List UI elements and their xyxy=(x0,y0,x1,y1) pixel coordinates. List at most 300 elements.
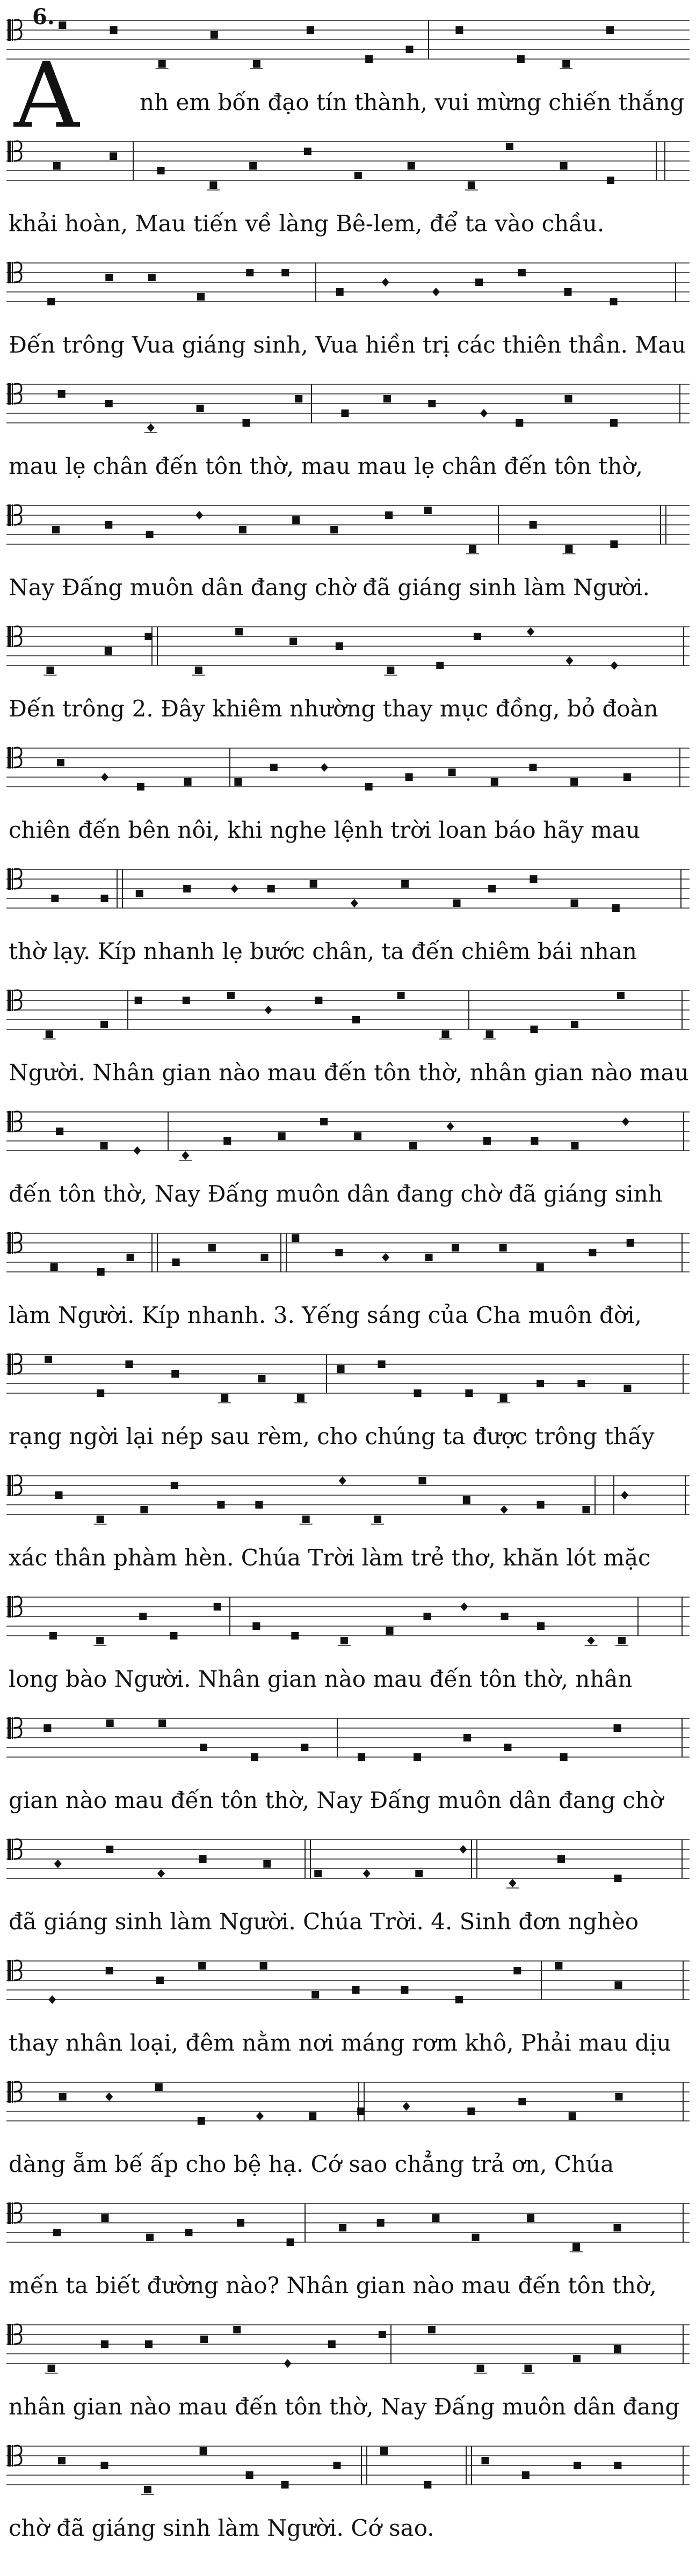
lyric-line: Đến trông 2. Đây khiêm nhường thay mục đồng, bỏ đoàn xyxy=(9,696,658,722)
staff xyxy=(4,1217,692,1287)
square-note xyxy=(527,2214,534,2222)
staff xyxy=(4,1824,692,1893)
square-note xyxy=(463,1496,470,1504)
square-note xyxy=(518,2098,526,2105)
square-note xyxy=(491,778,498,786)
square-note xyxy=(148,274,156,281)
square-note xyxy=(501,1613,509,1620)
square-note xyxy=(50,1263,58,1271)
square-note xyxy=(615,2093,622,2101)
square-note xyxy=(610,419,618,427)
square-note xyxy=(100,1021,108,1028)
square-note xyxy=(59,2093,67,2101)
square-note xyxy=(406,46,414,53)
square-note xyxy=(227,992,235,999)
diamond-note xyxy=(231,884,238,893)
square-note xyxy=(100,1142,108,1150)
square-note xyxy=(145,633,153,640)
square-note xyxy=(211,31,218,39)
diamond-note xyxy=(622,1117,629,1126)
square-note xyxy=(53,2229,61,2236)
square-note xyxy=(365,55,373,63)
square-note xyxy=(468,181,475,189)
square-note xyxy=(136,890,143,897)
square-note xyxy=(330,526,338,533)
square-note xyxy=(513,1967,521,1974)
diamond-note xyxy=(284,2359,292,2368)
square-note xyxy=(281,2481,289,2489)
square-note xyxy=(105,400,113,407)
diamond-note xyxy=(147,423,155,432)
square-note xyxy=(569,2112,576,2120)
square-note xyxy=(310,880,317,888)
square-note xyxy=(530,521,537,529)
square-note xyxy=(289,638,297,645)
square-note xyxy=(612,904,620,912)
lyric-line: nh em bốn đạo tín thành, vui mừng chiến thắng xyxy=(140,89,685,115)
square-note xyxy=(197,293,205,301)
square-note xyxy=(101,2340,108,2348)
square-note xyxy=(333,2462,340,2469)
c-clef-icon xyxy=(8,1596,21,1618)
square-note xyxy=(536,1380,544,1387)
square-note xyxy=(409,1142,417,1150)
staff xyxy=(4,1096,692,1166)
diamond-note xyxy=(351,899,358,908)
square-note xyxy=(483,1137,491,1145)
diamond-note xyxy=(134,1146,141,1155)
square-note xyxy=(387,667,394,674)
square-note xyxy=(217,1501,224,1509)
square-note xyxy=(260,1962,267,1970)
drop-cap: A xyxy=(14,43,79,148)
c-clef-icon xyxy=(8,1353,21,1375)
square-note xyxy=(53,162,61,170)
square-note xyxy=(499,1244,507,1252)
square-note xyxy=(337,1365,345,1373)
square-note xyxy=(255,1501,263,1509)
square-note xyxy=(531,1137,538,1145)
diamond-note xyxy=(566,656,573,665)
square-note xyxy=(267,885,275,892)
lyric-line: làm Người. Kíp nhanh. 3. Yếng sáng của Cha muôn đời, xyxy=(9,1302,642,1328)
square-note xyxy=(263,1860,271,1868)
square-note xyxy=(291,1632,299,1640)
diamond-note xyxy=(480,409,488,418)
square-note xyxy=(139,1613,147,1620)
staff xyxy=(4,853,692,923)
c-clef-icon xyxy=(8,1960,21,1981)
lyric-line: mến ta biết đường nào? Nhân gian nào mau đến tôn thờ, xyxy=(9,2272,657,2299)
diamond-note xyxy=(501,1505,508,1514)
square-note xyxy=(158,60,166,68)
square-note xyxy=(56,1128,63,1135)
staff xyxy=(4,1581,692,1651)
diamond-note xyxy=(363,1869,371,1878)
square-note xyxy=(428,400,436,407)
staff xyxy=(4,1338,692,1408)
square-note xyxy=(311,1991,319,1999)
square-note xyxy=(199,1855,207,1863)
lyric-line: long bào Người. Nhân gian nào mau đến tôn thờ, nhân xyxy=(9,1666,633,1692)
square-note xyxy=(252,1622,260,1630)
square-note xyxy=(378,1360,386,1368)
staff xyxy=(4,2066,692,2136)
square-note xyxy=(47,298,55,305)
square-note xyxy=(341,409,349,417)
staff xyxy=(4,4,692,74)
square-note xyxy=(302,1516,310,1523)
square-note xyxy=(614,2345,621,2353)
square-note xyxy=(137,783,144,791)
diamond-note xyxy=(105,2092,113,2101)
square-note xyxy=(424,507,432,514)
square-note xyxy=(606,26,614,34)
c-clef-icon xyxy=(8,1717,21,1739)
square-note xyxy=(463,1734,471,1741)
square-note xyxy=(110,152,117,160)
square-note xyxy=(328,2340,336,2348)
lyric-line: chiên đến bên nôi, khi nghe lệnh trời loan báo hãy mau xyxy=(9,817,641,843)
square-note xyxy=(185,2229,192,2236)
square-note xyxy=(441,1030,449,1038)
square-note xyxy=(307,26,314,34)
square-note xyxy=(157,167,165,174)
square-note xyxy=(292,1234,299,1242)
square-note xyxy=(610,298,618,305)
square-note xyxy=(571,899,578,907)
staff xyxy=(4,126,692,195)
square-note xyxy=(469,545,476,553)
lyric-line: mau lẹ chân đến tôn thờ, mau mau lẹ chân đến tôn thờ, xyxy=(9,453,643,479)
square-note xyxy=(145,2340,153,2348)
square-note xyxy=(340,1637,348,1644)
c-clef-icon xyxy=(8,990,21,1011)
square-note xyxy=(234,778,242,786)
diamond-note xyxy=(256,2112,264,2120)
square-note xyxy=(110,26,118,34)
square-note xyxy=(614,2462,621,2469)
square-note xyxy=(106,1719,114,1727)
square-note xyxy=(401,1986,408,1994)
square-note xyxy=(475,279,483,286)
square-note xyxy=(171,1482,178,1489)
square-note xyxy=(352,1986,359,1994)
diamond-note xyxy=(321,763,328,772)
lyric-line: dàng ẵm bế ấp cho bệ hạ. Cớ sao chẳng trả ơn, Chúa xyxy=(9,2151,614,2177)
square-note xyxy=(101,895,108,902)
square-note xyxy=(214,1603,221,1611)
square-note xyxy=(522,2471,530,2479)
diamond-note xyxy=(101,773,108,781)
square-note xyxy=(414,1389,422,1397)
diamond-note xyxy=(621,1491,628,1499)
lyric-line: nhân gian nào mau đến tôn thờ, Nay Đấng muôn dân đang xyxy=(9,2394,680,2420)
square-note xyxy=(309,2112,316,2120)
lyric-line: thay nhân loại, đêm nằm nơi máng rơm khô, Phải mau dịu xyxy=(9,2030,671,2056)
square-note xyxy=(352,1016,360,1023)
square-note xyxy=(574,2462,581,2469)
c-clef-icon xyxy=(8,504,21,526)
square-note xyxy=(516,419,523,427)
lyric-line: xác thân phàm hèn. Chúa Trời làm trẻ thơ, khăn lót mặc xyxy=(9,1545,651,1571)
square-note xyxy=(436,662,444,669)
staff xyxy=(4,2430,692,2500)
square-note xyxy=(537,1622,545,1630)
square-note xyxy=(455,1996,463,2003)
square-note xyxy=(358,1753,365,1761)
square-note xyxy=(530,875,537,883)
square-note xyxy=(336,288,344,296)
square-note xyxy=(295,395,302,402)
square-note xyxy=(320,1118,328,1125)
c-clef-icon xyxy=(8,2081,21,2103)
square-note xyxy=(481,2457,489,2464)
square-note xyxy=(414,1753,421,1761)
lyric-line: đến tôn thờ, Nay Đấng muôn dân đang chờ đã giáng sinh xyxy=(9,1181,663,1207)
c-clef-icon xyxy=(8,1111,21,1132)
diamond-note xyxy=(54,1860,62,1868)
square-note xyxy=(354,172,362,179)
square-note xyxy=(270,764,278,771)
square-note xyxy=(570,778,578,786)
square-note xyxy=(170,1632,177,1640)
square-note xyxy=(253,60,260,68)
square-note xyxy=(221,1394,228,1402)
square-note xyxy=(304,148,311,155)
square-note xyxy=(573,2355,581,2362)
square-note xyxy=(518,269,526,276)
diamond-note xyxy=(265,1006,272,1014)
square-note xyxy=(565,545,572,553)
diamond-note xyxy=(157,1869,165,1878)
square-note xyxy=(419,1477,426,1484)
square-note xyxy=(46,1030,53,1038)
diamond-note xyxy=(527,627,534,636)
square-note xyxy=(474,633,481,640)
square-note xyxy=(614,1724,621,1732)
square-note xyxy=(627,1239,634,1247)
diamond-note xyxy=(509,1879,516,1887)
square-note xyxy=(377,2219,385,2227)
c-clef-icon xyxy=(8,626,21,647)
square-note xyxy=(144,2486,151,2493)
lyric-line: chờ đã giáng sinh làm Người. Cớ sao. xyxy=(9,2515,434,2541)
c-clef-icon xyxy=(8,868,21,890)
c-clef-icon xyxy=(8,1839,21,1860)
square-note xyxy=(146,531,154,538)
c-clef-icon xyxy=(8,19,21,41)
square-note xyxy=(105,274,113,281)
square-note xyxy=(589,1249,596,1256)
diamond-note xyxy=(432,288,440,296)
square-note xyxy=(486,1030,494,1038)
staff xyxy=(4,247,692,317)
square-note xyxy=(385,511,393,519)
square-note xyxy=(467,2107,475,2115)
square-note xyxy=(105,647,112,655)
square-note xyxy=(618,1637,626,1644)
square-note xyxy=(339,2224,346,2231)
square-note xyxy=(614,1981,622,1989)
square-note xyxy=(537,1501,545,1509)
square-note xyxy=(448,769,456,776)
square-note xyxy=(425,1254,433,1261)
square-note xyxy=(105,521,112,529)
staff xyxy=(4,2187,692,2257)
square-note xyxy=(55,1491,62,1499)
square-note xyxy=(617,992,625,999)
square-note xyxy=(97,1268,105,1276)
square-note xyxy=(246,2471,253,2479)
square-note xyxy=(386,1627,394,1635)
square-note xyxy=(564,288,571,296)
diamond-note xyxy=(48,1995,56,2004)
square-note xyxy=(336,642,343,650)
square-note xyxy=(58,390,66,398)
staff xyxy=(4,1460,692,1529)
square-note xyxy=(281,269,289,276)
square-note xyxy=(572,2243,580,2251)
c-clef-icon xyxy=(8,141,21,162)
lyric-line: đã giáng sinh làm Người. Chúa Trời. 4. Sinh đơn nghèo xyxy=(9,1908,639,1935)
c-clef-icon xyxy=(8,2324,21,2345)
square-note xyxy=(48,2365,55,2372)
square-note xyxy=(45,1356,52,1363)
diamond-note xyxy=(382,278,389,287)
square-note xyxy=(314,1870,322,1877)
square-note xyxy=(97,1389,104,1397)
square-note xyxy=(146,2234,154,2241)
square-note xyxy=(335,1249,343,1256)
square-note xyxy=(183,885,191,892)
square-note xyxy=(465,1389,473,1397)
square-note xyxy=(249,162,257,170)
diamond-note xyxy=(587,1636,595,1645)
c-clef-icon xyxy=(8,1232,21,1254)
square-note xyxy=(564,395,572,402)
staff xyxy=(4,368,692,438)
diamond-note xyxy=(195,511,203,519)
square-note xyxy=(200,2336,208,2343)
square-note xyxy=(607,177,614,184)
staff xyxy=(4,1702,692,1772)
square-note xyxy=(357,2107,365,2115)
c-clef-icon xyxy=(8,2202,21,2224)
square-note xyxy=(195,667,202,674)
diamond-note xyxy=(382,1253,389,1262)
c-clef-icon xyxy=(8,1475,21,1496)
square-note xyxy=(428,2326,436,2333)
diamond-note xyxy=(611,661,618,670)
square-note xyxy=(374,1516,381,1523)
square-note xyxy=(127,1254,134,1261)
staff xyxy=(4,1945,692,2015)
square-note xyxy=(536,1263,544,1271)
square-note xyxy=(198,2117,205,2125)
square-note xyxy=(101,2214,108,2222)
square-note xyxy=(239,526,247,533)
square-note xyxy=(184,778,192,786)
square-note xyxy=(59,21,66,29)
square-note xyxy=(354,1132,361,1140)
square-note xyxy=(614,2224,621,2231)
square-note xyxy=(562,60,570,68)
staff xyxy=(4,489,692,559)
staff xyxy=(4,732,692,802)
square-note xyxy=(365,783,373,791)
square-note xyxy=(380,2447,388,2455)
square-note xyxy=(415,1870,423,1877)
c-clef-icon xyxy=(8,2445,21,2467)
diamond-note xyxy=(403,2102,410,2111)
square-note xyxy=(529,764,536,771)
square-note xyxy=(140,1506,148,1513)
square-note xyxy=(424,2481,431,2489)
staff xyxy=(4,975,692,1044)
diamond-note xyxy=(339,1476,346,1485)
square-note xyxy=(383,395,391,402)
square-note xyxy=(582,1506,590,1513)
square-note xyxy=(453,899,461,907)
lyric-line: thờ lạy. Kíp nhanh lẹ bước chân, ta đến chiêm bái nhan xyxy=(9,938,637,964)
square-note xyxy=(560,1753,568,1761)
lyric-line: gian nào mau đến tôn thờ, Nay Đấng muôn dân đang chờ xyxy=(9,1787,664,1813)
square-note xyxy=(517,55,525,63)
square-note xyxy=(46,667,54,674)
square-note xyxy=(297,1394,305,1402)
c-clef-icon xyxy=(8,383,21,405)
hymn-number: 6. xyxy=(32,4,55,30)
square-note xyxy=(246,269,253,276)
square-note xyxy=(524,2365,532,2372)
square-note xyxy=(500,1394,508,1402)
square-note xyxy=(237,2219,244,2227)
square-note xyxy=(571,1021,578,1028)
square-note xyxy=(158,1719,166,1727)
lyric-line: khải hoàn, Mau tiến về làng Bê-lem, để ta vào chầu. xyxy=(9,210,605,237)
square-note xyxy=(477,2365,484,2372)
square-note xyxy=(379,2331,386,2338)
square-note xyxy=(197,405,204,412)
square-note xyxy=(135,997,142,1004)
square-note xyxy=(278,1132,286,1140)
square-note xyxy=(560,162,568,170)
lyric-line: Người. Nhân gian nào mau đến tôn thờ, nhân gian nào mau xyxy=(9,1059,689,1086)
square-note xyxy=(472,2234,480,2241)
diamond-note xyxy=(460,1602,468,1611)
square-note xyxy=(624,773,631,781)
square-note xyxy=(106,1967,113,1974)
square-note xyxy=(208,1244,216,1252)
square-note xyxy=(258,1375,265,1382)
square-note xyxy=(624,1385,631,1392)
lyric-line: rạng ngời lại nép sau rèm, cho chúng ta được trông thấy xyxy=(9,1423,655,1450)
c-clef-icon xyxy=(8,747,21,769)
square-note xyxy=(405,773,413,781)
square-note xyxy=(260,1254,268,1261)
square-note xyxy=(51,895,59,902)
square-note xyxy=(223,1137,231,1145)
square-note xyxy=(100,2462,108,2469)
square-note xyxy=(455,26,463,34)
square-note xyxy=(172,1258,180,1266)
square-note xyxy=(397,992,405,999)
diamond-note xyxy=(182,1151,189,1160)
square-note xyxy=(156,1977,164,1984)
square-note xyxy=(287,2238,294,2246)
square-note xyxy=(57,759,64,766)
